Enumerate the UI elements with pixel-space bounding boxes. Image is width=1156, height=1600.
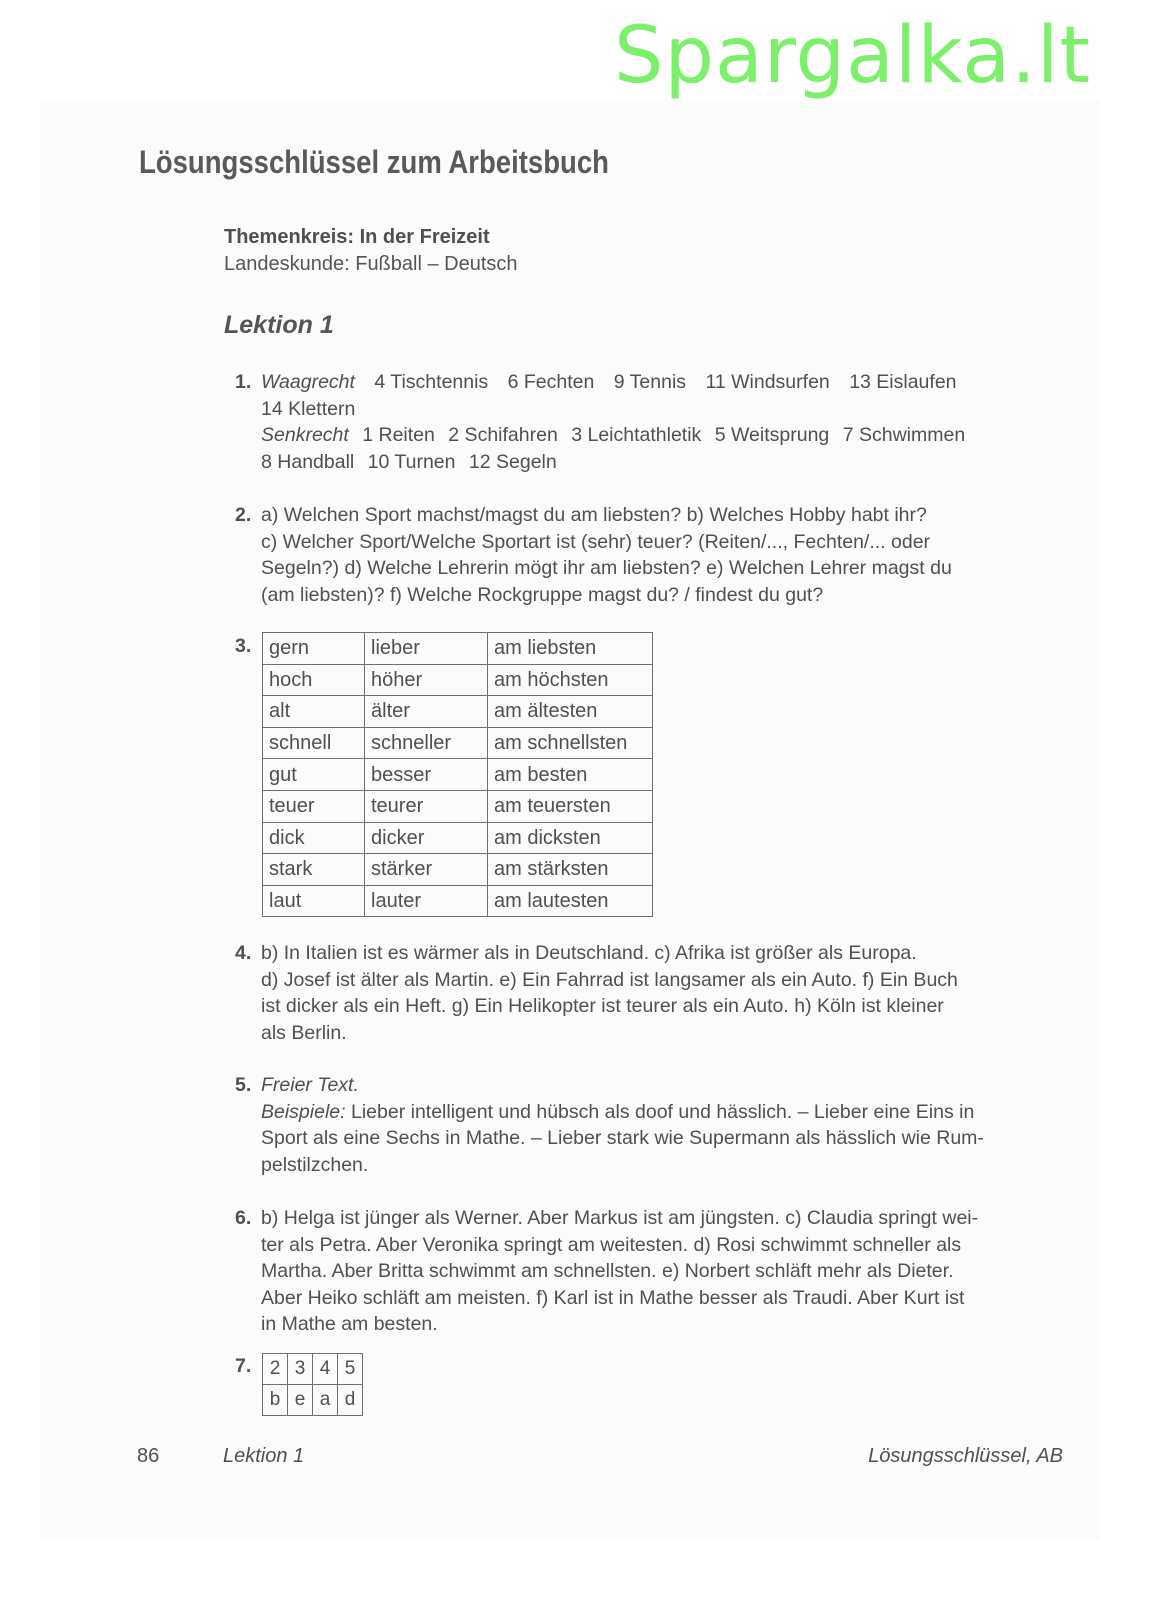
answer-item: 6 Fechten [507,371,595,393]
exercise-number: 4. [235,942,252,964]
comparison-table [262,632,653,917]
superlative-cell: am höchsten [488,664,653,696]
theme-title: Themenkreis: In der Freizeit [224,226,490,248]
superlative-cell: am liebsten [488,633,653,665]
exercise-number: 1. [235,371,252,393]
text-line: Sport als eine Sechs in Mathe. – Lieber stark wie Supermann als hässlich wie Rum- [261,1127,984,1149]
theme-subtitle: Landeskunde: Fußball – Deutsch [224,253,518,275]
answer-item: 4 Tischtennis [374,371,489,393]
table-row [263,664,653,696]
table-row [263,822,653,854]
table-row [263,1354,363,1385]
exercise-4 [230,940,1070,1046]
positive-cell: teuer [263,790,365,822]
exercise-number: 7. [235,1355,252,1377]
answer-item: 9 Tennis [613,371,687,393]
examples-label: Beispiele: [261,1100,346,1123]
senkrecht-label: Senkrecht [261,424,349,446]
positive-cell: alt [263,696,365,728]
waagrecht-line-2 [261,396,1070,423]
exercise-1 [230,369,1070,475]
answer-item: 13 Eislaufen [849,371,957,393]
letter-cell: a [313,1385,338,1416]
exercise-5-body [261,1072,1070,1178]
superlative-cell: am ältesten [488,696,653,728]
comparative-cell: lauter [365,885,488,917]
answer-item: 2 Schifahren [448,424,558,446]
answer-item: 12 Segeln [468,450,557,473]
superlative-cell: am schnellsten [488,727,653,759]
comparative-cell: dicker [365,822,488,854]
text-line: ter als Petra. Aber Veronika springt am weitesten. d) Rosi schwimmt schneller als [261,1233,962,1256]
comparative-cell: lieber [365,633,488,665]
page-number: 86 [137,1445,160,1467]
superlative-cell: am besten [488,759,653,791]
example-text: Lieber intelligent und hübsch als doof und hässlich. – Lieber eine Eins in [350,1100,975,1123]
letter-cell: d [338,1385,363,1416]
exercise-number: 5. [235,1074,252,1096]
text-line: ist dicker als ein Heft. g) Ein Helikopter ist teurer als ein Auto. h) Köln ist kleiner [261,995,944,1017]
exercise-5 [230,1072,1070,1178]
watermark: Spargalka.lt [614,11,1092,101]
text-line: (am liebsten)? f) Welche Rockgruppe magst du? / findest du gut? [261,583,824,606]
superlative-cell: am dicksten [488,822,653,854]
table-row [263,854,653,886]
text-line: b) In Italien ist es wärmer als in Deutschland. c) Afrika ist größer als Europa. [261,942,917,964]
table-row [263,759,653,791]
table-row [263,633,653,665]
answer-item: 3 Leichtathletik [571,424,702,446]
senkrecht-line-2 [261,449,1070,476]
page-title: Lösungsschlüssel zum Arbeitsbuch [139,144,609,180]
exercise-number: 2. [235,504,252,526]
letter-cell: e [288,1385,313,1416]
theme-block [224,224,518,278]
text-line: d) Josef ist älter als Martin. e) Ein Fahrrad ist langsamer als ein Auto. f) Ein Buch [261,968,958,991]
comparative-cell: teurer [365,790,488,822]
superlative-cell: am lautesten [488,885,653,917]
answer-item: 1 Reiten [362,424,435,446]
waagrecht-label: Waagrecht [261,371,355,393]
footer-book-title: Lösungsschlüssel, AB [868,1445,1063,1467]
text-line: b) Helga ist jünger als Werner. Aber Markus ist am jüngsten. c) Claudia springt wei- [261,1207,979,1229]
table-row [263,1385,363,1416]
answer-item: 10 Turnen [367,450,456,473]
text-line: pelstilzchen. [261,1153,369,1176]
footer-lesson: Lektion 1 [223,1445,305,1467]
text-line: als Berlin. [261,1021,347,1044]
comparative-cell: schneller [365,727,488,759]
text-line: Martha. Aber Britta schwimmt am schnellsten. e) Norbert schläft mehr als Dieter. [261,1260,954,1282]
matching-table [262,1353,363,1416]
superlative-cell: am stärksten [488,854,653,886]
table-row [263,790,653,822]
comparative-cell: besser [365,759,488,791]
exercise-number: 6. [235,1207,252,1229]
letter-cell: b [263,1385,288,1416]
table-row [263,696,653,728]
answer-item: 7 Schwimmen [842,424,966,446]
text-line: Aber Heiko schläft am meisten. f) Karl ist in Mathe besser als Traudi. Aber Kurt ist [261,1286,965,1309]
comparative-cell: höher [365,664,488,696]
exercise-6-body [261,1205,1070,1338]
positive-cell: laut [263,885,365,917]
text-line: in Mathe am besten. [261,1313,438,1335]
positive-cell: hoch [263,664,365,696]
text-line: c) Welcher Sport/Welche Sportart ist (sehr) teuer? (Reiten/..., Fechten/... oder [261,530,931,553]
lesson-heading: Lektion 1 [224,311,334,339]
number-cell: 2 [263,1354,288,1385]
positive-cell: gern [263,633,365,665]
number-cell: 3 [288,1354,313,1385]
waagrecht-line [261,369,1070,396]
comparative-cell: stärker [365,854,488,886]
number-cell: 5 [338,1354,363,1385]
positive-cell: dick [263,822,365,854]
positive-cell: schnell [263,727,365,759]
table-row [263,885,653,917]
exercise-number: 3. [235,635,252,657]
text-line: Segeln?) d) Welche Lehrerin mögt ihr am liebsten? e) Welchen Lehrer magst du [261,557,952,579]
comparative-cell: älter [365,696,488,728]
exercise-1-body [261,369,1070,475]
table-row [263,727,653,759]
number-cell: 4 [313,1354,338,1385]
superlative-cell: am teuersten [488,790,653,822]
exercise-4-body [261,940,1070,1046]
exercise-2 [230,502,1070,608]
positive-cell: gut [263,759,365,791]
exercise-6 [230,1205,1070,1338]
answer-item: 14 Klettern [261,397,356,420]
positive-cell: stark [263,854,365,886]
answer-item: 8 Handball [261,450,355,473]
exercise-2-body [261,502,1070,608]
text-line: a) Welchen Sport machst/magst du am liebsten? b) Welches Hobby habt ihr? [261,504,927,526]
answer-item: 11 Windsurfen [705,371,830,393]
answer-item: 5 Weitsprung [714,424,830,446]
text-line [261,1099,1070,1126]
senkrecht-line [261,422,1070,449]
comparison-table-wrap [262,632,653,917]
exercise-intro: Freier Text. [261,1074,359,1096]
matching-table-wrap [262,1353,363,1416]
